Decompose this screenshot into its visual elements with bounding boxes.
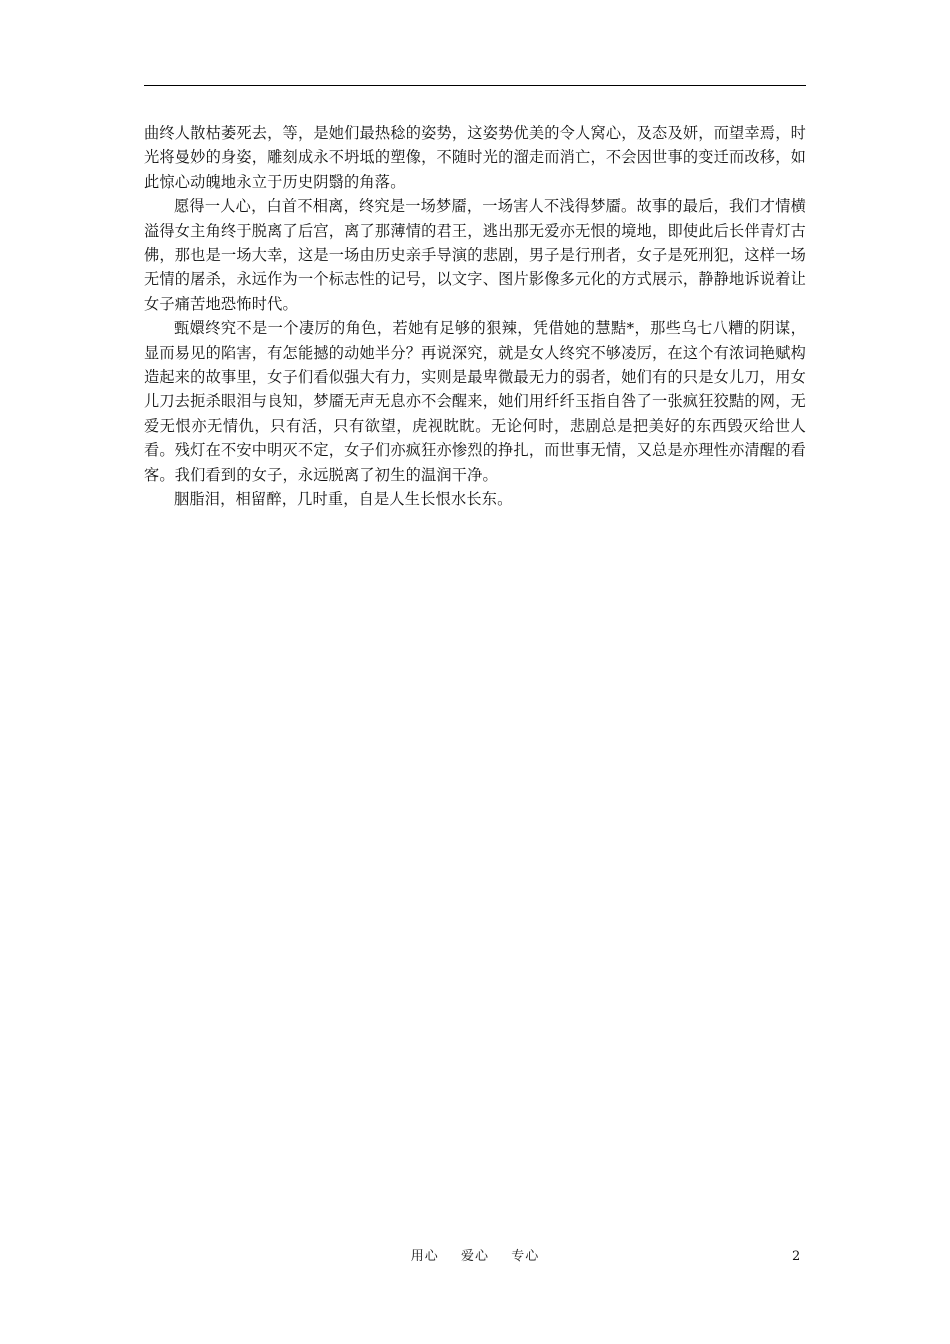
paragraph: 甄嬛终究不是一个凄厉的角色，若她有足够的狠辣，凭借她的慧黠*，那些乌七八糟的阴谋，显而易见的陷害，有怎能撼的动她半分？再说深究，就是女人终究不够凌厉，在这个有浓词艳赋构造起来的故事里，女子们看似强大有力，实则是最卑微最无力的弱者，她们有的只是女儿刀，用女儿刀去扼杀眼泪与良知，梦靥无声无息亦不会醒来，她们用纤纤玉指自咎了一张疯狂狡黠的网，无爱无恨亦无情仇，只有活，只有欲望，虎视眈眈。无论何时，悲剧总是把美好的东西毁灭给世人看。残灯在不安中明灭不定，女子们亦疯狂亦惨烈的挣扎，而世事无情，又总是亦理性亦清醒的看客。我们看到的女子，永远脱离了初生的温润干净。 bbox=[144, 319, 806, 484]
page-number: 2 bbox=[792, 1249, 801, 1264]
header-rule bbox=[144, 85, 806, 86]
footer-motto: 用心 爱心 专心 bbox=[410, 1249, 540, 1264]
paragraph-continuation: 曲终人散枯萎死去，等，是她们最热稔的姿势，这姿势优美的令人窝心，及态及妍，而望幸焉，时光将曼妙的身姿，雕刻成永不坍坻的塑像，不随时光的溜走而消亡，不会因世事的变迁而改移，如此惊心动魄地永立于历史阴翳的角落。 bbox=[144, 124, 806, 191]
paragraph: 愿得一人心，白首不相离，终究是一场梦靥，一场害人不浅得梦靥。故事的最后，我们才情横溢得女主角终于脱离了后宫，离了那薄情的君王，逃出那无爱亦无恨的境地，即使此后长伴青灯古佛，那也是一场大幸，这是一场由历史亲手导演的悲剧，男子是行刑者，女子是死刑犯，这样一场无情的屠杀，永远作为一个标志性的记号，以文字、图片影像多元化的方式展示，静静地诉说着让女子痛苦地恐怖时代。 bbox=[144, 197, 806, 313]
paragraph-closing-line: 胭脂泪，相留醉，几时重，自是人生长恨水长东。 bbox=[174, 490, 513, 509]
document-body bbox=[144, 121, 806, 512]
